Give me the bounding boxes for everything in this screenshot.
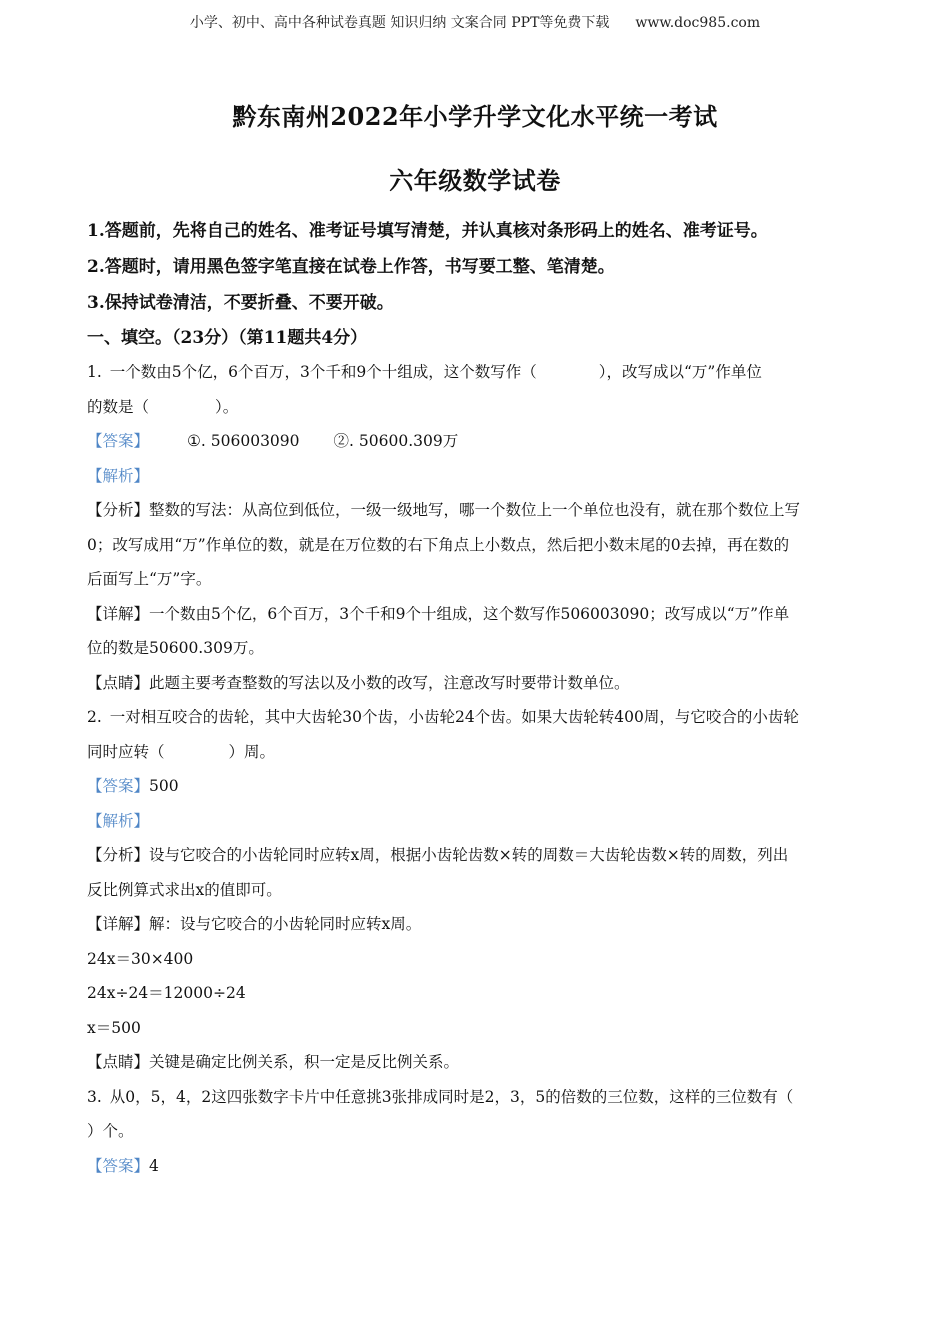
q2-text-a: 一对相互咬合的齿轮，其中大齿轮30个齿，小齿轮24个齿。如果大齿轮转400周，与它咬合的小齿轮	[109, 708, 799, 726]
q2-step-2: 24x÷24＝12000÷24	[87, 984, 246, 1002]
q1-dianjing-text: 此题主要考查整数的写法以及小数的改写，注意改写时要带计数单位。	[149, 673, 630, 692]
site-header-text: 小学、初中、高中各种试卷真题 知识归纳 文案合同 PPT等免费下载	[189, 15, 610, 31]
q1-text-c: 的数是（	[87, 397, 150, 416]
q1-line-1	[87, 355, 867, 390]
q2-xiangjie	[87, 907, 867, 942]
q2-fenxi-1	[87, 838, 867, 873]
q3-text-b: ）个。	[87, 1122, 134, 1140]
q2-xiangjie-text: 解：设与它咬合的小齿轮同时应转x周。	[149, 915, 422, 933]
xiangjie-label: 【详解】	[87, 604, 150, 623]
q1-fenxi-1	[87, 493, 867, 528]
instruction-3: 3.保持试卷清洁，不要折叠、不要开破。	[87, 293, 394, 313]
exam-subtitle: 六年级数学试卷	[389, 166, 561, 195]
instruction-1: 1.答题前，先将自己的姓名、准考证号填写清楚，并认真核对条形码上的姓名、准考证号。	[87, 221, 768, 241]
q1-text-a: 一个数由5个亿，6个百万，3个千和9个十组成，这个数写作（	[109, 363, 537, 381]
q2-step-1: 24x＝30×400	[87, 949, 194, 968]
site-url[interactable]: www.doc985.com	[635, 15, 761, 31]
dianjing-label: 【点睛】	[87, 1053, 150, 1071]
q3-answer	[87, 1149, 867, 1184]
q1-dianjing	[87, 666, 867, 701]
q3-text-a: 从0，5，4，2这四张数字卡片中任意挑3张排成同时是2，3，5的倍数的三位数，这样的三位数有（	[109, 1087, 794, 1106]
q2-dianjing-text: 关键是确定比例关系，积一定是反比例关系。	[149, 1053, 460, 1071]
q1-line-2	[87, 390, 867, 425]
q1-answer-2: ②. 50600.309万	[333, 432, 459, 450]
q1-text-d: ）。	[215, 397, 239, 416]
dianjing-label: 【点睛】	[87, 673, 150, 692]
q1-fenxi-text-1: 整数的写法：从高位到低位，一级一级地写，哪一个数位上一个单位也没有，就在那个数位上写	[149, 501, 801, 519]
q1-xiangjie-2: 位的数是50600.309万。	[87, 639, 264, 657]
q1-answer-1: ①. 506003090	[187, 432, 300, 450]
q3-answer-value: 4	[149, 1156, 159, 1175]
q2-number: 2.	[87, 708, 102, 726]
q1-text-b: ），改写成以“万”作单位	[598, 363, 762, 381]
answer-label: 【答案】	[87, 777, 150, 795]
q2-fenxi-2: 反比例算式求出x的值即可。	[87, 880, 282, 899]
q1-xiangjie-1	[87, 597, 867, 632]
q2-text-b: 同时应转（	[87, 742, 165, 761]
q1-xiangjie-text-1: 一个数由5个亿，6个百万，3个千和9个十组成，这个数写作506003090；改写成以“万”作单	[149, 604, 790, 623]
q2-step-3: x＝500	[87, 1018, 141, 1037]
q2-answer	[87, 769, 867, 804]
q2-line-1	[87, 700, 867, 735]
q1-number: 1.	[87, 363, 102, 381]
q2-analysis-label: 【解析】	[87, 811, 150, 830]
q2-dianjing	[87, 1045, 867, 1080]
fenxi-label: 【分析】	[87, 501, 150, 519]
exam-title: 黔东南州2022年小学升学文化水平统一考试	[232, 102, 718, 131]
q2-line-2	[87, 735, 867, 770]
site-header	[0, 12, 950, 32]
q3-line-1	[87, 1080, 867, 1115]
q1-analysis-label: 【解析】	[87, 466, 150, 485]
section-heading: 一、填空。（23分）（第11题共4分）	[87, 328, 368, 348]
q1-fenxi-2: 0；改写成用“万”作单位的数，就是在万位数的右下角点上小数点，然后把小数末尾的0去掉，再在数的	[87, 535, 790, 554]
q1-fenxi-3: 后面写上“万”字。	[87, 570, 212, 588]
q1-answer	[87, 424, 867, 459]
q2-answer-value: 500	[149, 777, 179, 795]
q3-number: 3.	[87, 1087, 102, 1106]
fenxi-label: 【分析】	[87, 846, 150, 864]
instruction-2: 2.答题时，请用黑色签字笔直接在试卷上作答，书写要工整、笔清楚。	[87, 257, 615, 277]
q3-line-2	[87, 1114, 867, 1149]
answer-label: 【答案】	[87, 1156, 150, 1175]
answer-label: 【答案】	[87, 432, 150, 450]
exam-content	[87, 213, 867, 1183]
q2-text-c: ）周。	[228, 742, 276, 761]
xiangjie-label: 【详解】	[87, 915, 150, 933]
q2-fenxi-text-1: 设与它咬合的小齿轮同时应转x周，根据小齿轮齿数×转的周数＝大齿轮齿数×转的周数，列出	[149, 846, 789, 864]
